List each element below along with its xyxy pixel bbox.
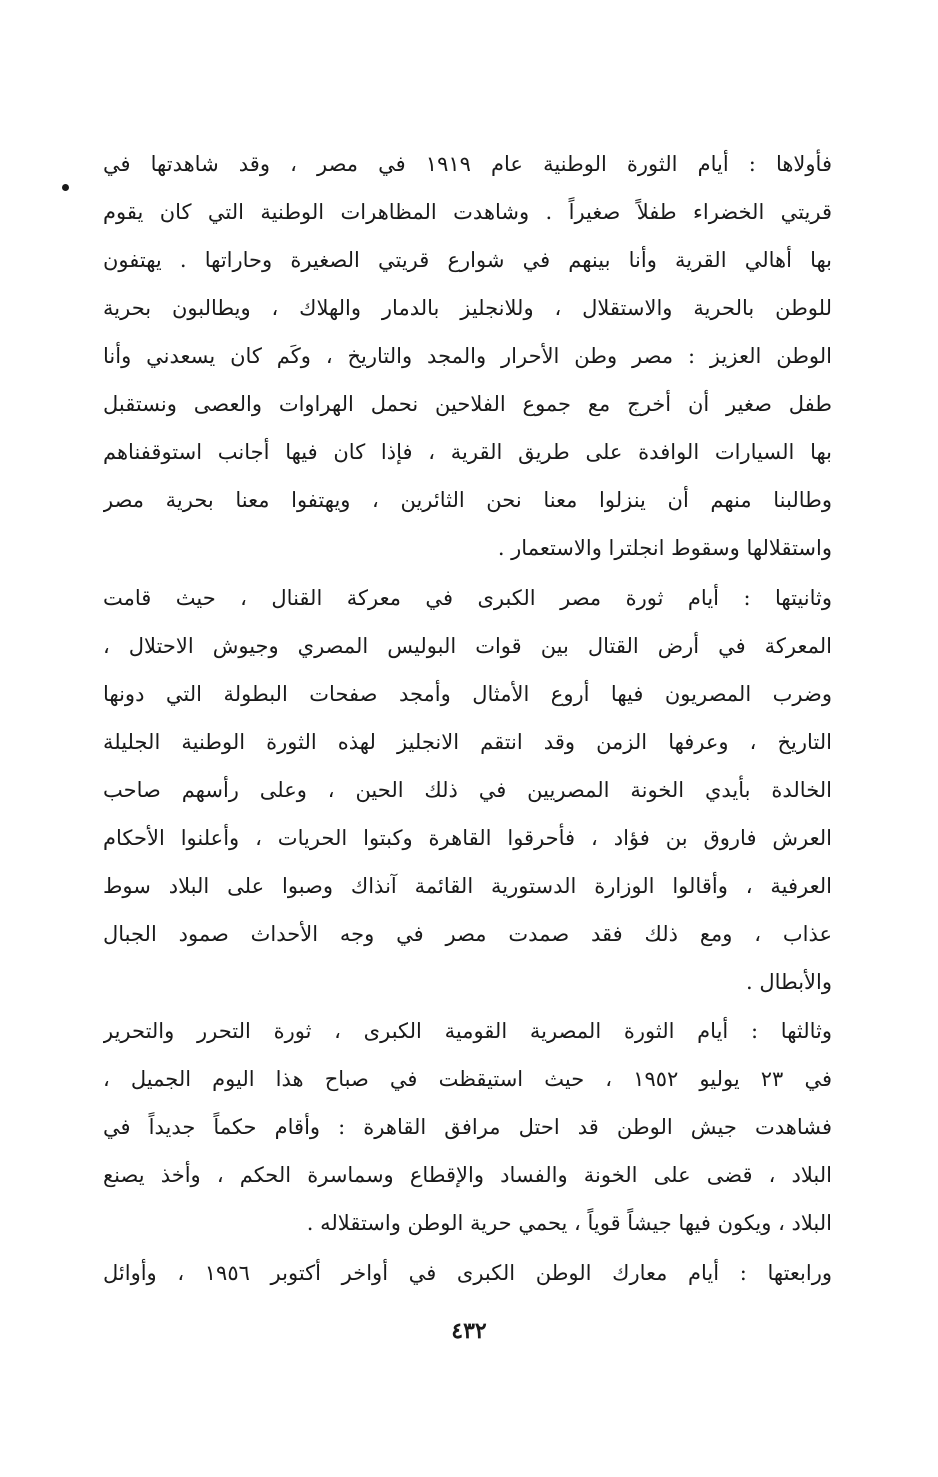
paragraph-line: العرش فاروق بن فؤاد ، فأحرقوا القاهرة وكبتوا الحريات ، وأعلنوا الأحكام <box>103 826 832 850</box>
paragraph-line: البلاد ، ويكون فيها جيشاً قوياً ، يحمي حرية الوطن واستقلاله . <box>306 1211 832 1235</box>
paragraph-line: عذاب ، ومع ذلك فقد صمدت مصر في وجه الأحداث صمود الجبال <box>103 922 832 946</box>
paragraph-line: والأبطال . <box>745 970 832 994</box>
paragraph-line: ورابعتها : أيام معارك الوطن الكبرى في أواخر أكتوبر ١٩٥٦ ، وأوائل <box>103 1261 832 1285</box>
paragraph-line: واستقلالها وسقوط انجلترا والاستعمار . <box>497 536 832 560</box>
paragraph-line: وثالثها : أيام الثورة المصرية القومية الكبرى ، ثورة التحرر والتحرير <box>103 1019 832 1043</box>
paragraph-line: بها أهالي القرية وأنا بينهم في شوارع قريتي الصغيرة وحاراتها . يهتفون <box>103 248 832 272</box>
paragraph-4 <box>103 1249 832 1297</box>
paragraph-1 <box>103 140 832 572</box>
paragraph-line: المعركة في أرض القتال بين قوات البوليس المصري وجيوش الاحتلال ، <box>103 634 832 658</box>
paragraph-line: قريتي الخضراء طفلاً صغيراً . وشاهدت المظاهرات الوطنية التي كان يقوم <box>103 200 832 224</box>
paragraph-2 <box>103 574 832 1006</box>
paragraph-3 <box>103 1007 832 1247</box>
paragraph-line: التاريخ ، وعرفها الزمن وقد انتقم الانجليز لهذه الثورة الوطنية الجليلة <box>103 730 832 754</box>
paragraph-line: البلاد ، قضى على الخونة والفساد والإقطاع وسماسرة الحكم ، وأخذ يصنع <box>103 1163 832 1187</box>
page-number: ٤٣٢ <box>451 1318 487 1344</box>
paragraph-line: طفل صغير أن أخرج مع جموع الفلاحين نحمل الهراوات والعصى ونستقبل <box>103 392 832 416</box>
paragraph-line: بها السيارات الوافدة على طريق القرية ، فإذا كان فيها أجانب استوقفناهم <box>103 440 832 464</box>
paragraph-line: وضرب المصريون فيها أروع الأمثال وأمجد صفحات البطولة التي دونها <box>103 682 832 706</box>
paragraph-line: الخالدة بأيدي الخونة المصريين في ذلك الحين ، وعلى رأسهم صاحب <box>103 778 832 802</box>
paragraph-line: الوطن العزيز : مصر وطن الأحرار والمجد والتاريخ ، وكَم كان يسعدني وأنا <box>103 344 832 368</box>
paragraph-line: للوطن بالحرية والاستقلال ، وللانجليز بالدمار والهلاك ، ويطالبون بحرية <box>103 296 832 320</box>
paragraph-line: فشاهدت جيش الوطن قد احتل مرافق القاهرة : وأقام حكماً جديداً في <box>103 1115 832 1139</box>
paragraph-line: وثانيتها : أيام ثورة مصر الكبرى في معركة القنال ، حيث قامت <box>103 586 832 610</box>
paragraph-line: فأولاها : أيام الثورة الوطنية عام ١٩١٩ في مصر ، وقد شاهدتها في <box>103 152 832 176</box>
paragraph-line: العرفية ، وأقالوا الوزارة الدستورية القائمة آنذاك وصبوا على البلاد سوط <box>103 874 832 898</box>
paragraph-line: في ٢٣ يوليو ١٩٥٢ ، حيث استيقظت في صباح هذا اليوم الجميل ، <box>103 1067 832 1091</box>
margin-dot-mark <box>62 184 69 191</box>
paragraph-line: وطالبنا منهم أن ينزلوا معنا نحن الثائرين ، ويهتفوا معنا بحرية مصر <box>103 488 832 512</box>
